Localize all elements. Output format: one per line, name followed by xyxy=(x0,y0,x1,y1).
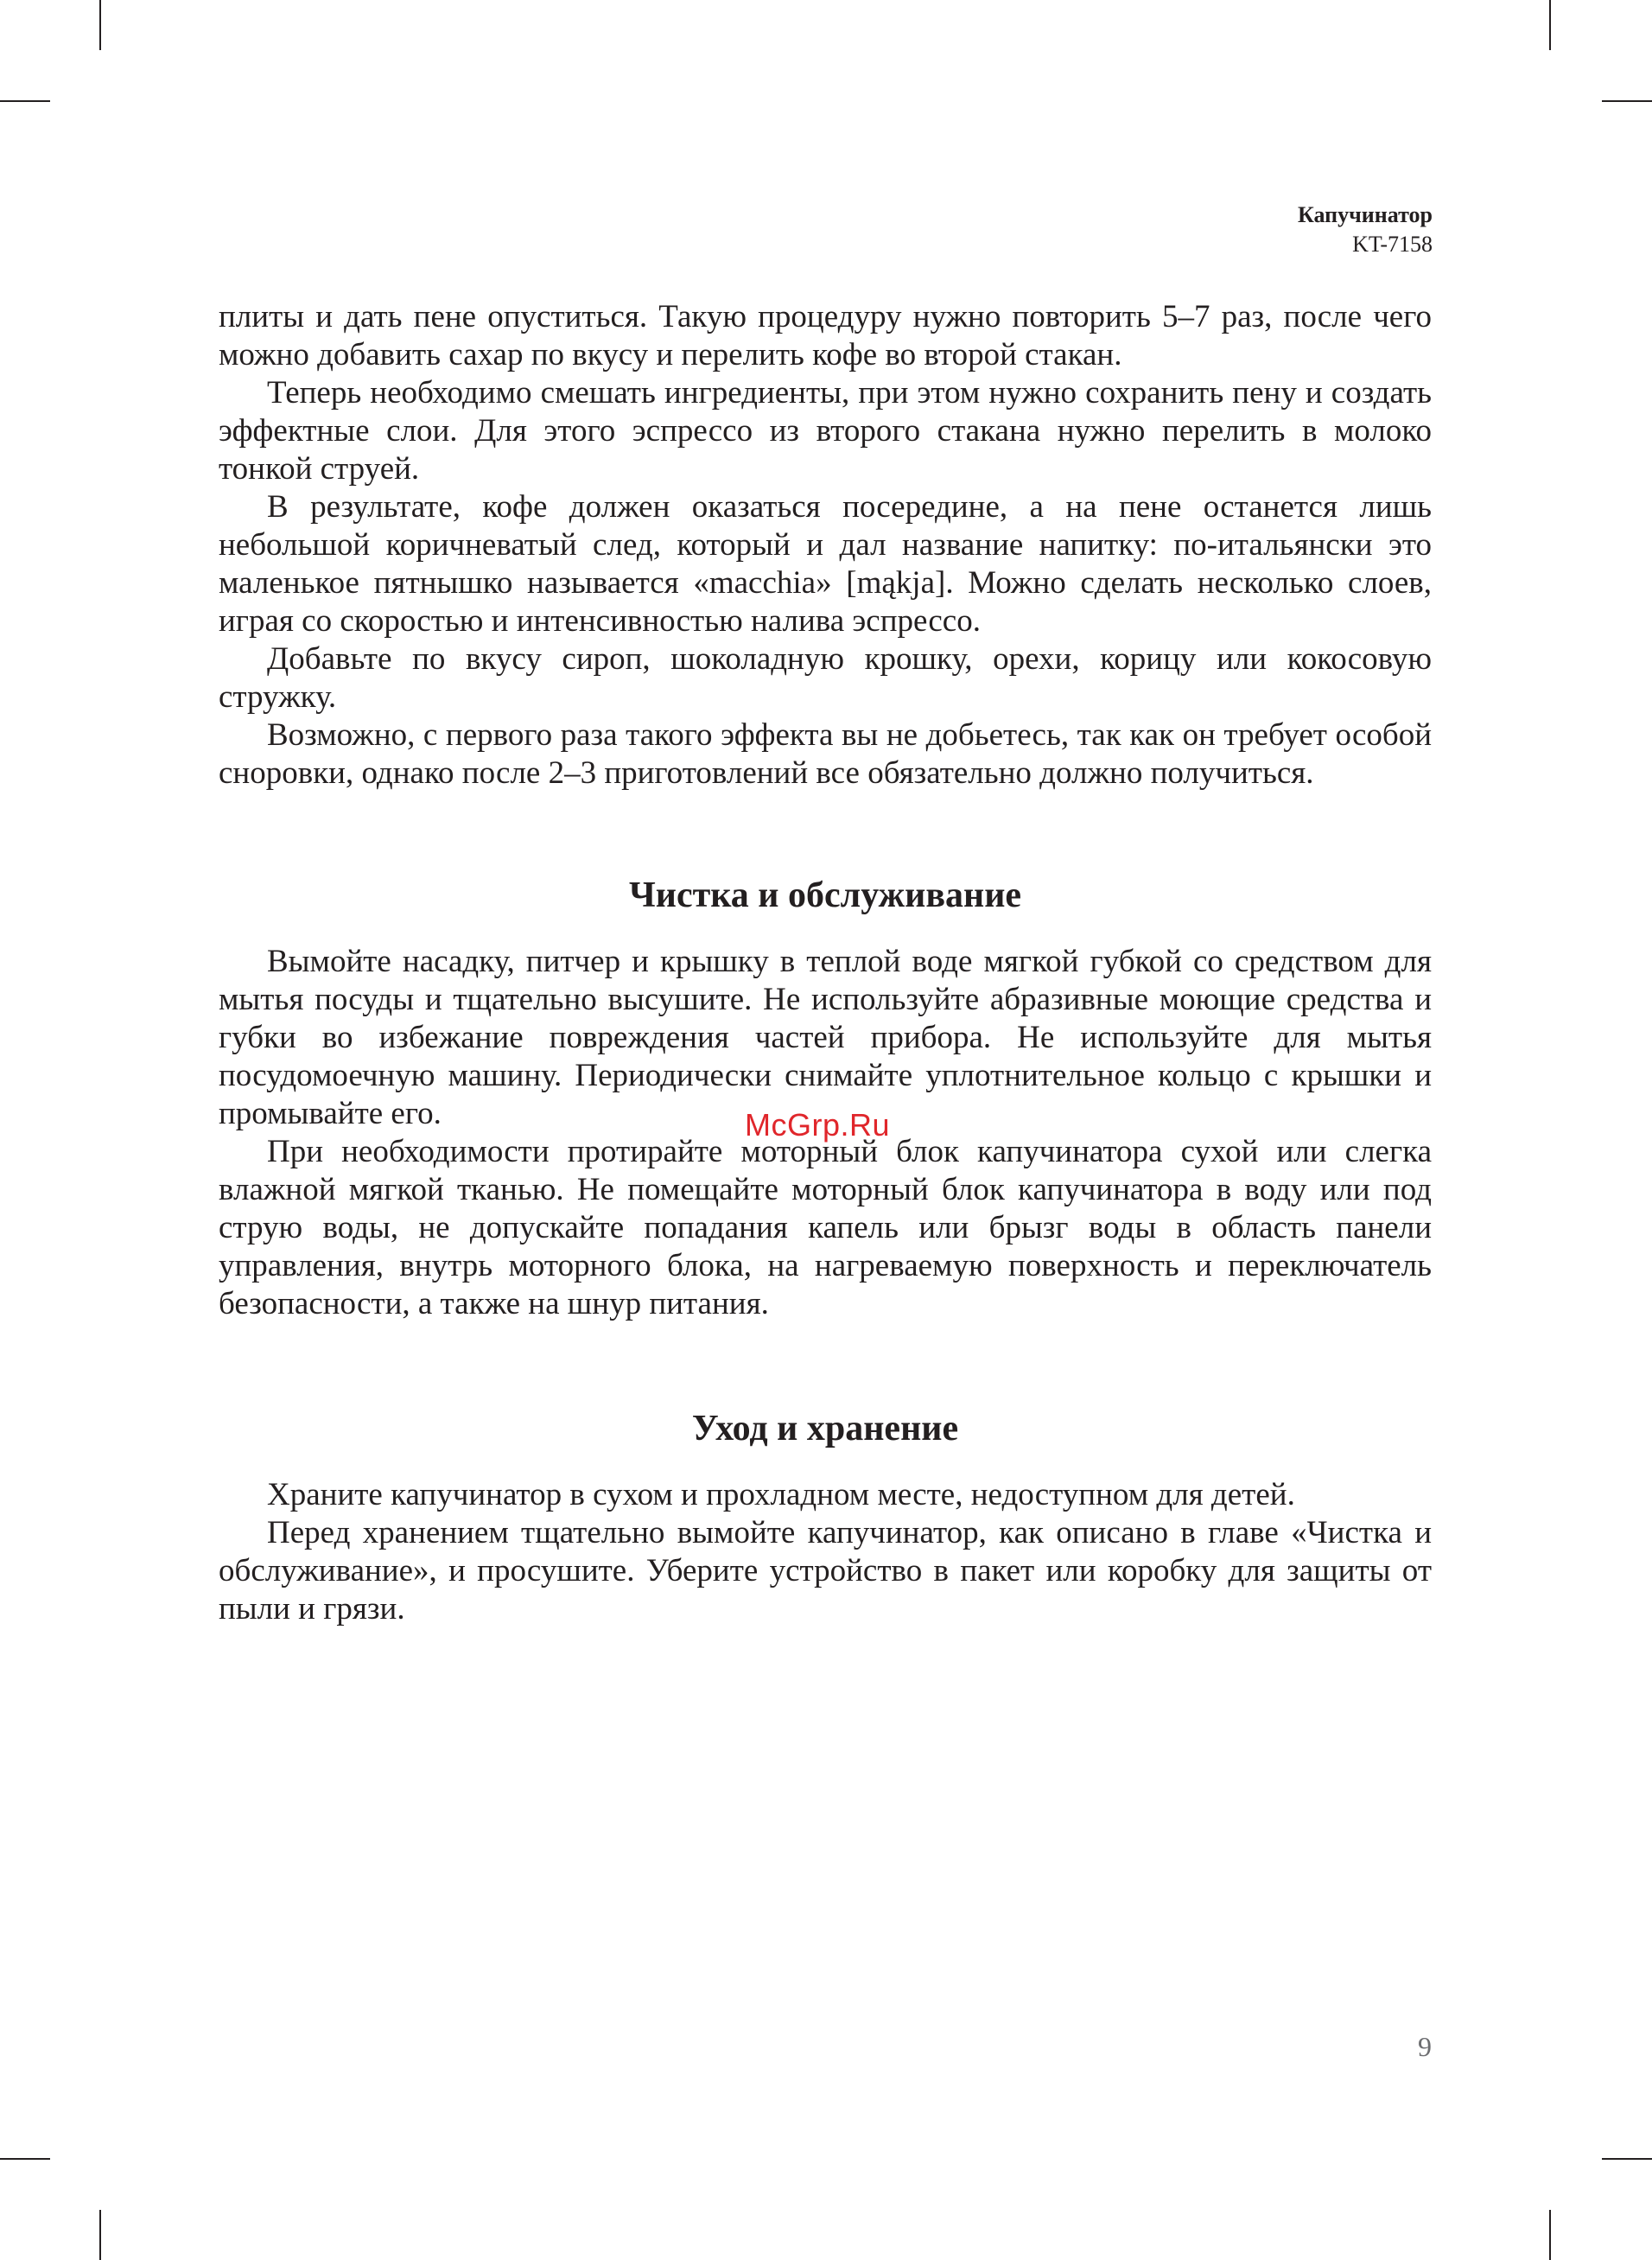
crop-mark xyxy=(1549,0,1551,50)
header-model-number: KT-7158 xyxy=(1352,232,1433,257)
crop-mark xyxy=(99,2210,101,2260)
crop-mark xyxy=(0,100,50,102)
crop-mark xyxy=(1549,2210,1551,2260)
paragraph: В результате, кофе должен оказаться посередине, а на пене останется лишь небольшой коричневатый след, который и дал название напитку: по-итальянски это маленькое пятнышко называется «macchia» [mąkja]. Можно сделать несколько слоев, играя со скоростью и интенсивностью налива эспрессо. xyxy=(219,489,1432,639)
crop-mark xyxy=(1602,2158,1652,2160)
crop-mark xyxy=(0,2158,50,2160)
paragraph: Добавьте по вкусу сироп, шоколадную крошку, орехи, корицу или кокосовую стружку. xyxy=(219,641,1432,715)
paragraph: При необходимости протирайте моторный блок капучинатора сухой или слегка влажной мягкой тканью. Не помещайте моторный блок капучинатора в воду или под струю воды, не допускайте попадания капель или брызг воды в область панели управления, внутрь моторного блока, на нагреваемую поверхность и переключатель безопасности, а также на шнур питания. xyxy=(219,1134,1432,1321)
watermark: McGrp.Ru xyxy=(745,1107,891,1143)
paragraph: Возможно, с первого раза такого эффекта вы не добьетесь, так как он требует особой сноровки, однако после 2–3 приготовлений все обязательно должно получиться. xyxy=(219,717,1432,791)
crop-mark xyxy=(1602,100,1652,102)
paragraph: Храните капучинатор в сухом и прохладном месте, недоступном для детей. xyxy=(267,1477,1295,1512)
section-heading-cleaning: Чистка и обслуживание xyxy=(628,875,1022,915)
paragraph: Теперь необходимо смешать ингредиенты, при этом нужно сохранить пену и создать эффектные слои. Для этого эспрессо из второго стакана нужно перелить в молоко тонкой струей. xyxy=(219,375,1432,487)
paragraph: Перед хранением тщательно вымойте капучинатор, как описано в главе «Чистка и обслуживание», и просушите. Уберите устройство в пакет или коробку для защиты от пыли и грязи. xyxy=(219,1515,1432,1627)
section-heading-storage: Уход и хранение xyxy=(691,1409,959,1448)
page-number: 9 xyxy=(1418,2031,1432,2062)
paragraph: плиты и дать пене опуститься. Такую процедуру нужно повторить 5–7 раз, после чего можно добавить сахар по вкусу и перелить кофе во второй стакан. xyxy=(219,299,1432,372)
paragraph: Вымойте насадку, питчер и крышку в теплой воде мягкой губкой со средством для мытья посуды и тщательно высушите. Не используйте абразивные моющие средства и губки во избежание повреждения частей прибора. Не используйте для мытья посудомоечную машину. Периодически снимайте уплотнительное кольцо с крышки и промывайте его. xyxy=(219,944,1432,1131)
running-header xyxy=(1298,201,1433,259)
header-product-name: Капучинатор xyxy=(1298,202,1433,227)
crop-mark xyxy=(99,0,101,50)
page-body xyxy=(219,298,1432,1628)
